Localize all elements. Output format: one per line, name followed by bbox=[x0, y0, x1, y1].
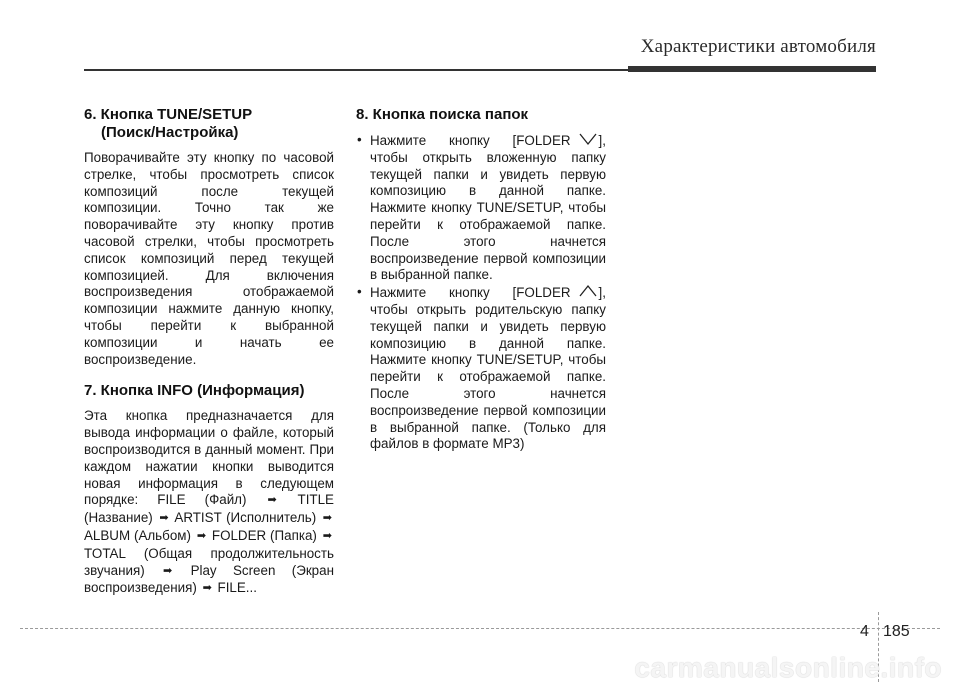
info-step-title: TITLE (Название) bbox=[84, 492, 334, 526]
footer-divider bbox=[20, 628, 940, 629]
arrow-right-icon: ➡ bbox=[196, 529, 207, 542]
chevron-up-icon bbox=[577, 284, 599, 298]
section-8-list bbox=[356, 132, 606, 453]
bullet-2-end: ], чтобы открыть родительскую папку текущей папки и увидеть первую композицию в данной папке. Нажмите кнопку TUNE/SETUP, чтобы перейти к отображаемой папке. После этого начнется воспроизведение первой композиции в выбранной папке. (Только для файлов в формате MP3) bbox=[370, 285, 606, 452]
section-6-heading bbox=[84, 106, 334, 142]
bullet-2-start: Нажмите кнопку [FOLDER bbox=[370, 285, 571, 301]
section-7-intro: Эта кнопка предназначается для вывода информации о файле, который воспроизводится в данный момент. При каждом нажатии кнопки выводится новая информация в следующем порядке: FILE (Файл) bbox=[84, 408, 334, 508]
header-rule-thick bbox=[628, 66, 876, 72]
info-step-play-screen: Play Screen (Экран воспроизведения) bbox=[84, 562, 334, 596]
section-7-body bbox=[84, 408, 334, 598]
info-step-file: FILE... bbox=[217, 580, 257, 596]
arrow-right-icon: ➡ bbox=[322, 512, 332, 525]
arrow-right-icon: ➡ bbox=[267, 494, 277, 507]
section-7-heading: 7. Кнопка INFO (Информация) bbox=[84, 382, 305, 400]
right-column bbox=[356, 106, 606, 453]
chevron-down-icon bbox=[577, 132, 599, 146]
section-6-subtitle: (Поиск/Настройка) bbox=[101, 124, 239, 141]
arrow-right-icon: ➡ bbox=[159, 512, 169, 525]
list-item bbox=[356, 284, 606, 453]
section-6-title: 6. Кнопка TUNE/SETUP bbox=[84, 106, 253, 123]
info-step-total: TOTAL (Общая продолжительность звучания) bbox=[84, 545, 334, 578]
list-item bbox=[356, 132, 606, 284]
arrow-right-icon: ➡ bbox=[202, 582, 212, 595]
left-column bbox=[84, 106, 334, 598]
arrow-right-icon: ➡ bbox=[322, 529, 332, 542]
section-gap bbox=[84, 368, 334, 382]
watermark: carmanualsonline.info bbox=[634, 652, 942, 683]
section-8-heading: 8. Кнопка поиска папок bbox=[356, 106, 529, 123]
info-step-album: ALBUM (Альбом) bbox=[84, 527, 191, 543]
info-step-artist: ARTIST (Исполнитель) bbox=[174, 510, 317, 526]
page-header-title: Характеристики автомобиля bbox=[640, 36, 876, 57]
bullet-1-start: Нажмите кнопку [FOLDER bbox=[370, 133, 571, 148]
info-step-folder: FOLDER (Папка) bbox=[211, 527, 317, 543]
section-6-body: Поворачивайте эту кнопку по часовой стрелке, чтобы просмотреть список композиций после текущей композиции. Точно так же поворачивайте эту кнопку против часовой стрелки, чтобы просмотреть список композиций перед текущей композицией. Для включения воспроизведения отображаемой композиции нажмите данную кнопку, чтобы перейти к выбранной композиции и начать ее воспроизведение. bbox=[84, 150, 334, 367]
arrow-right-icon: ➡ bbox=[163, 564, 173, 577]
page-number: 185 bbox=[883, 623, 910, 640]
header-rule-thin bbox=[84, 69, 630, 71]
page-chapter: 4 bbox=[860, 623, 869, 640]
bullet-1-end: ], чтобы открыть вложенную папку текущей папки и увидеть первую композицию в данной папке. Нажмите кнопку TUNE/SETUP, чтобы перейти к отображаемой папке. После этого начнется воспроизведение первой композиции в выбранной папке. bbox=[370, 133, 606, 283]
